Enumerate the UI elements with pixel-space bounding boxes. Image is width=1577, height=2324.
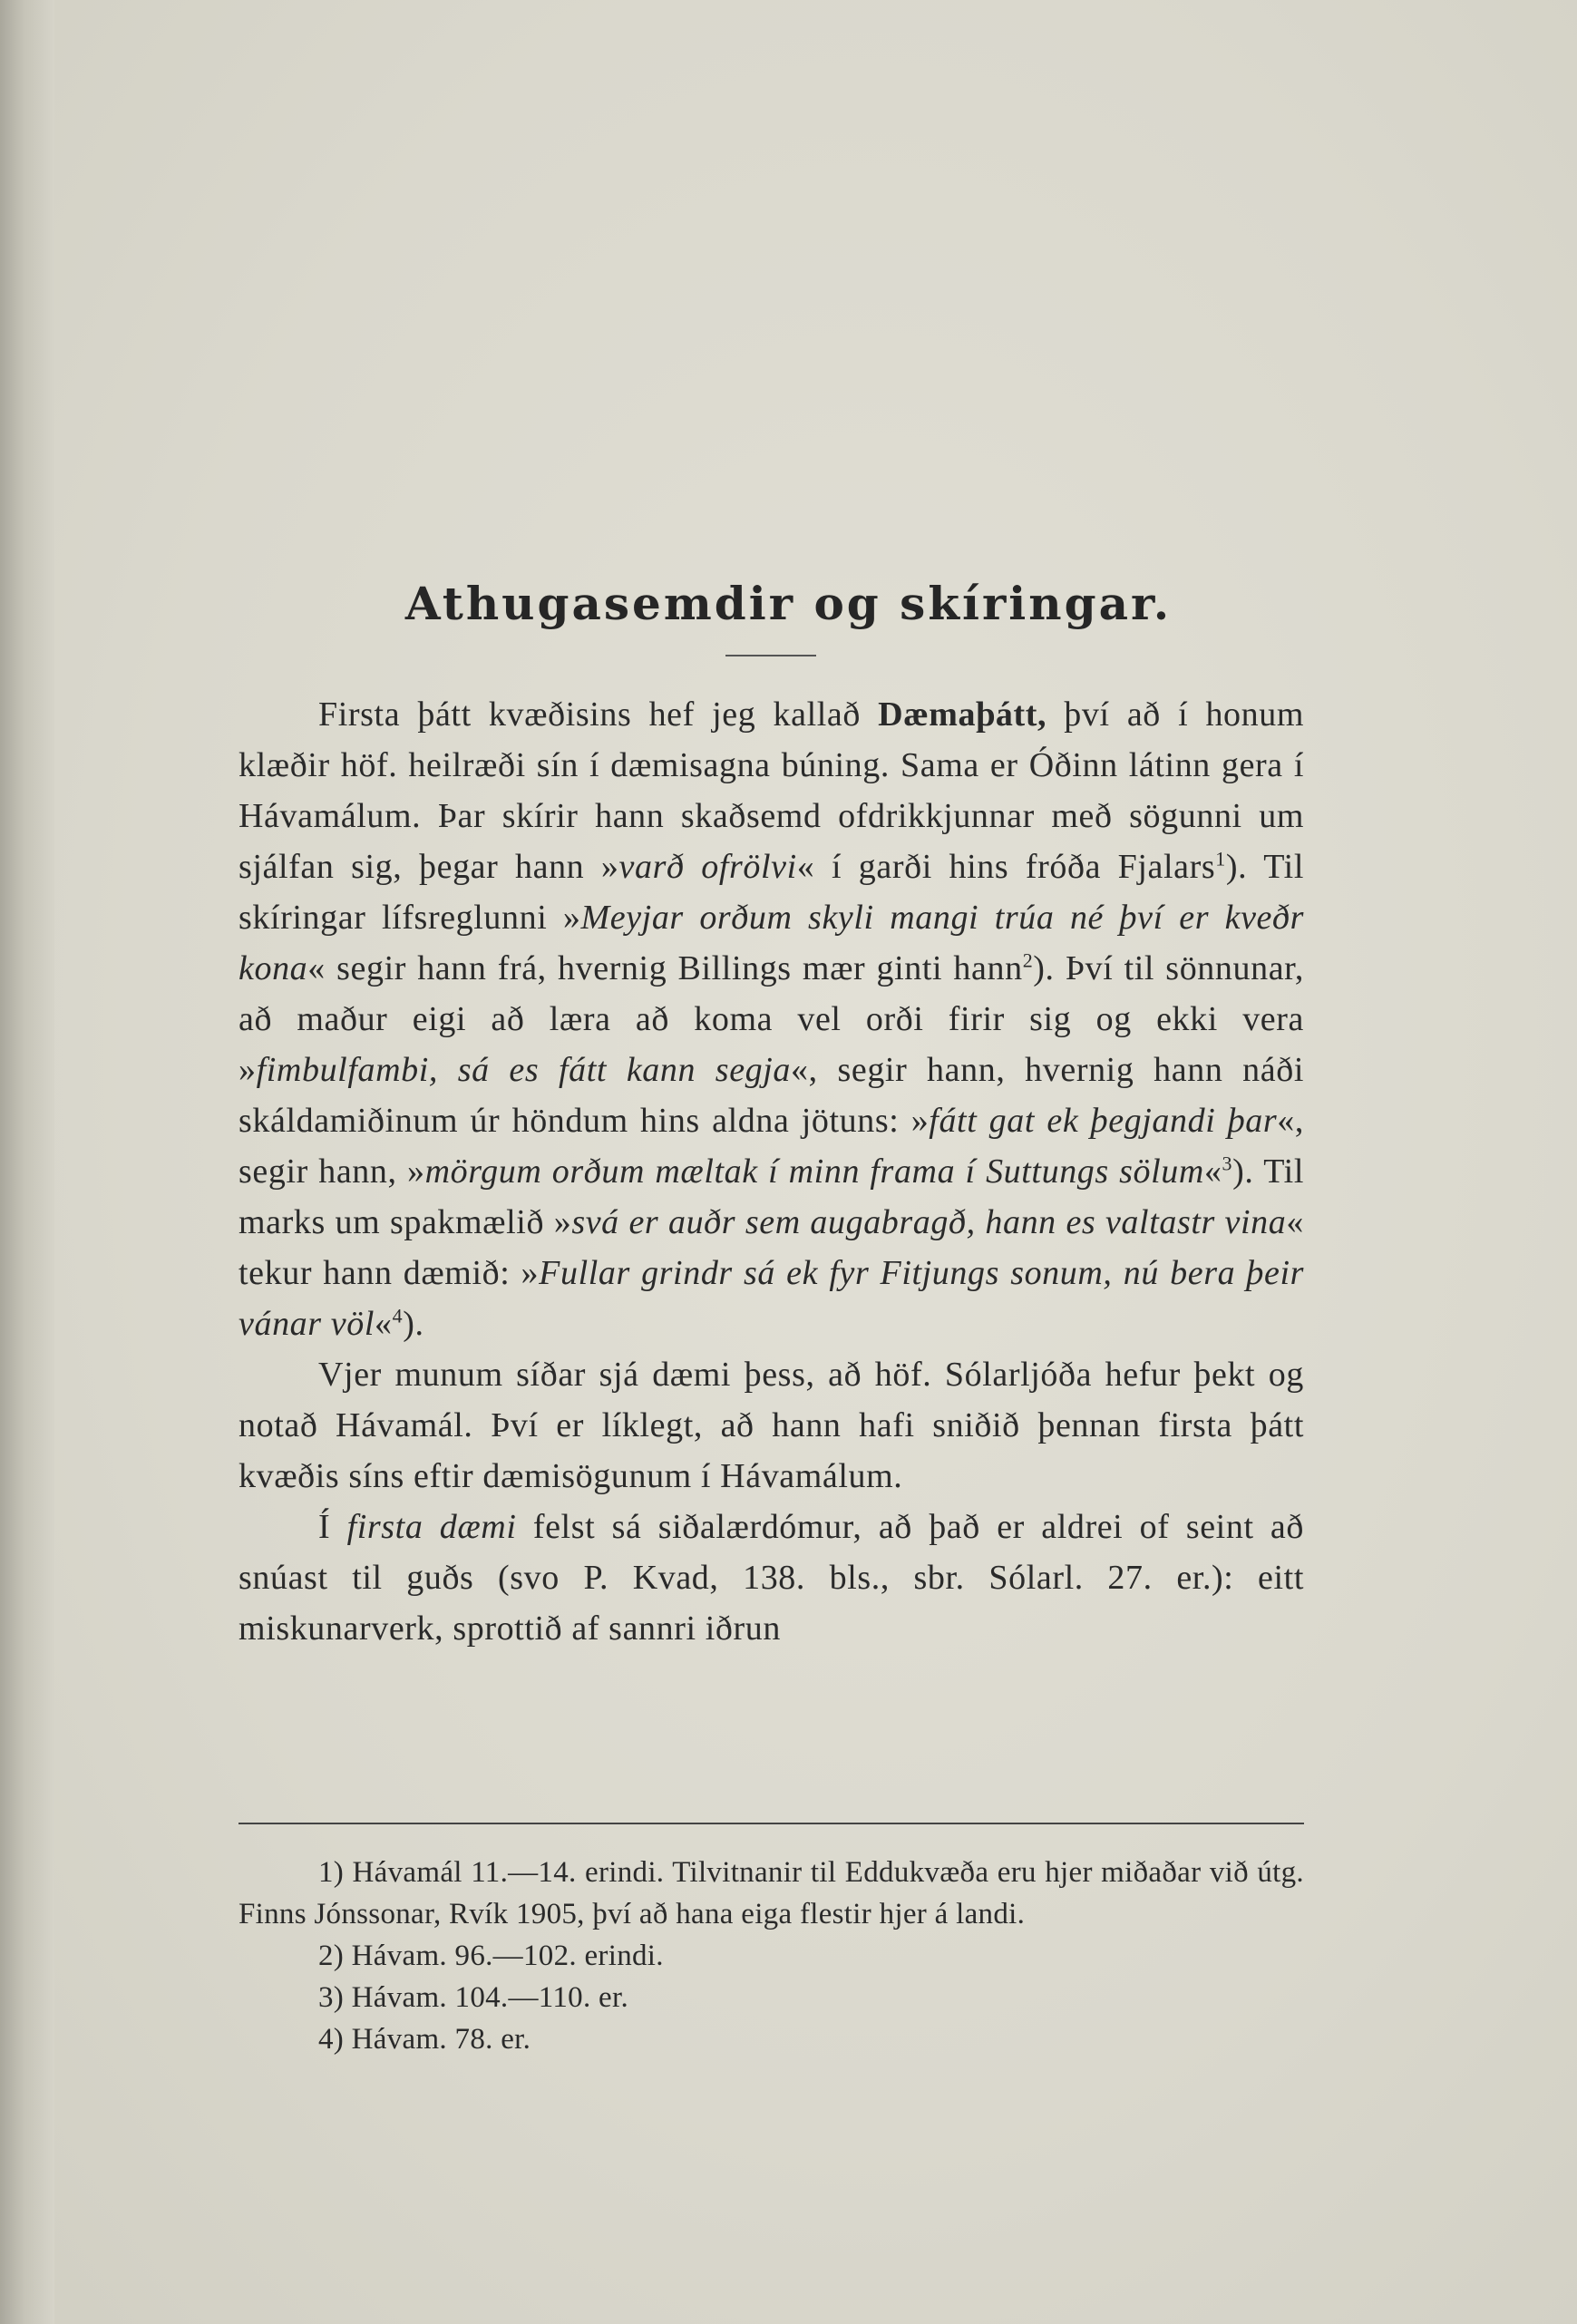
text-run: mörgum orðum mæltak í minn frama í Suttungs sölum (424, 1152, 1204, 1191)
text-run: ). Því til sönnunar, að maður eigi að læra að koma vel orði firir sig og ekki vera » (238, 949, 1304, 1089)
footnote-3: 3) Hávam. 104.—110. er. (318, 1981, 629, 2014)
footnote-divider (238, 1823, 1304, 1824)
text-run: Í (318, 1508, 347, 1546)
text-run: firsta dæmi (346, 1508, 517, 1546)
footnote-1: 1) Hávamál 11.—14. erindi. Tilvitnanir til Eddukvæða eru hjer miðaðar við útg. Finns Jónssonar, Rvík 1905, því að hana eiga flestir hjer á landi. (238, 1856, 1304, 1930)
footnotes (238, 1852, 1304, 2060)
text-run: varð ofrölvi (618, 848, 797, 886)
text-run: fátt gat ek þegjandi þar (929, 1102, 1278, 1140)
text-run: « tekur hann dæmið: » (238, 1203, 1304, 1292)
text-run: Dæmaþátt, (878, 695, 1047, 734)
text-run: « (374, 1305, 393, 1343)
text-run: « í garði hins fróða Fjalars (796, 848, 1216, 886)
text-run: ). Til marks um spakmælið » (238, 1152, 1304, 1241)
section-heading: Athugasemdir og skíringar. (404, 577, 1173, 630)
text-run: felst sá siðalærdómur, að það er aldrei of seint að snúast til guðs (svo P. Kvad, 138. bls., sbr. Sólarl. 27. er.): eitt miskunarverk, sprottið af sannri iðrun (238, 1508, 1304, 1648)
text-run: því að í honum klæðir höf. heilræði sín í dæmisagna búning. Sama er Óðinn látinn gera í Hávamálum. Þar skírir hann skaðsemd ofdrikkjunnar með sögunni um sjálfan sig, þegar hann » (238, 695, 1304, 886)
text-run: Fullar grindr sá ek fyr Fitjungs sonum, nú bera þeir vánar völ (238, 1254, 1304, 1343)
text-run: « (1203, 1152, 1222, 1191)
text-run: «, segir hann, hvernig hann náði skáldamiðinum úr höndum hins aldna jötuns: » (238, 1051, 1304, 1140)
text-run: fimbulfambi, sá es fátt kann segja (256, 1051, 792, 1089)
page-gutter-shadow (0, 0, 54, 2324)
text-run: ). (403, 1305, 424, 1343)
text-run: 2 (1022, 948, 1034, 972)
text-run: « segir hann frá, hvernig Billings mær ginti hann (307, 949, 1023, 987)
body-text (238, 689, 1304, 1654)
paragraph-2 (238, 1349, 1304, 1502)
text-run: «, segir hann, » (238, 1102, 1304, 1191)
text-run: 1 (1215, 847, 1226, 870)
paragraph-3 (238, 1502, 1304, 1654)
text-run: svá er auðr sem augabragð, hann es valtastr vina (571, 1203, 1287, 1241)
heading-divider (725, 655, 816, 656)
text-run: 3 (1222, 1152, 1233, 1175)
text-run: 4 (392, 1304, 404, 1327)
footnote-2: 2) Hávam. 96.—102. erindi. (318, 1940, 664, 1972)
footnote-4: 4) Hávam. 78. er. (318, 2023, 531, 2056)
text-run: Vjer munum síðar sjá dæmi þess, að höf. Sólarljóða hefur þekt og notað Hávamál. Því er líklegt, að hann hafi sniðið þennan firsta þátt kvæðis síns eftir dæmisögunum í Hávamálum. (238, 1356, 1304, 1495)
text-run: Meyjar orðum skyli mangi trúa né því er kveðr kona (238, 899, 1304, 987)
text-run: Firsta þátt kvæðisins hef jeg kallað (318, 695, 879, 734)
text-run: ). Til skíringar lífsreglunni » (238, 848, 1304, 937)
paragraph-1 (238, 689, 1304, 1349)
